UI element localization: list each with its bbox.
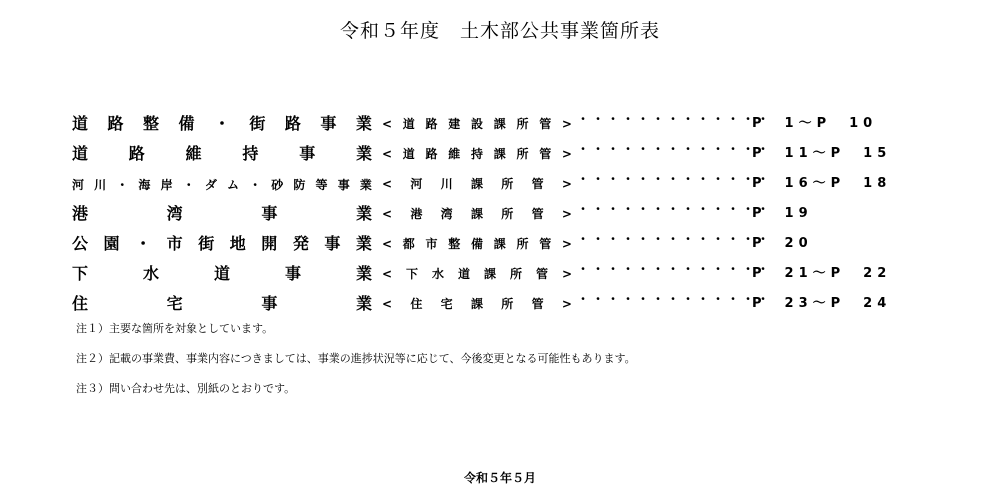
page-range: P 19 (752, 206, 813, 221)
project-name: 公 園 ・ 市 街 地 開 発 事 業 (72, 234, 372, 253)
page-range: P 23～P 24 (752, 296, 892, 311)
department: < 道 路 維 持 課 所 管 > (382, 147, 572, 161)
list-item (72, 292, 932, 322)
project-name: 道 路 維 持 事 業 (72, 144, 372, 163)
page-range: P 1～P 10 (752, 116, 878, 131)
page-range: P 16～P 18 (752, 176, 892, 191)
project-list (72, 112, 932, 322)
page-title: 令和５年度 土木部公共事業箇所表 (339, 20, 660, 42)
project-name: 下 水 道 事 業 (72, 264, 372, 283)
note-1: 注１）主要な箇所を対象としています。 (76, 322, 274, 335)
page-range: P 21～P 22 (752, 266, 892, 281)
list-item (72, 202, 932, 232)
dot-leader: ・・・・・・・・・・・・・ (577, 112, 773, 126)
department: < 都 市 整 備 課 所 管 > (382, 237, 572, 251)
notes (76, 321, 636, 411)
list-item (72, 232, 932, 262)
list-item (72, 142, 932, 172)
list-item (72, 112, 932, 142)
page-range: P 20 (752, 236, 813, 251)
project-name: 河 川 ・ 海 岸 ・ ダ ム ・ 砂 防 等 事 業 (72, 178, 372, 192)
list-item (72, 262, 932, 292)
project-name: 港 湾 事 業 (72, 204, 372, 223)
project-name: 道 路 整 備 ・ 街 路 事 業 (72, 114, 372, 133)
department: < 河 川 課 所 管 > (382, 177, 572, 191)
dot-leader: ・・・・・・・・・・・・・ (577, 232, 773, 246)
page-range: P 11～P 15 (752, 146, 892, 161)
department: < 下 水 道 課 所 管 > (382, 267, 572, 281)
dot-leader: ・・・・・・・・・・・・・ (577, 292, 773, 306)
dot-leader: ・・・・・・・・・・・・・ (577, 262, 773, 276)
project-name: 住 宅 事 業 (72, 294, 372, 313)
note-3: 注３）問い合わせ先は、別紙のとおりです。 (76, 382, 296, 395)
department: < 道 路 建 設 課 所 管 > (382, 117, 572, 131)
list-item (72, 172, 932, 202)
department: < 住 宅 課 所 管 > (382, 297, 572, 311)
note-2: 注２）記載の事業費、事業内容につきましては、事業の進捗状況等に応じて、今後変更となる可能性もあります。 (76, 352, 636, 365)
issue-date: 令和５年５月 (463, 471, 536, 485)
dot-leader: ・・・・・・・・・・・・・ (577, 202, 773, 216)
dot-leader: ・・・・・・・・・・・・・ (577, 142, 773, 156)
dot-leader: ・・・・・・・・・・・・・ (577, 172, 773, 186)
department: < 港 湾 課 所 管 > (382, 207, 572, 221)
